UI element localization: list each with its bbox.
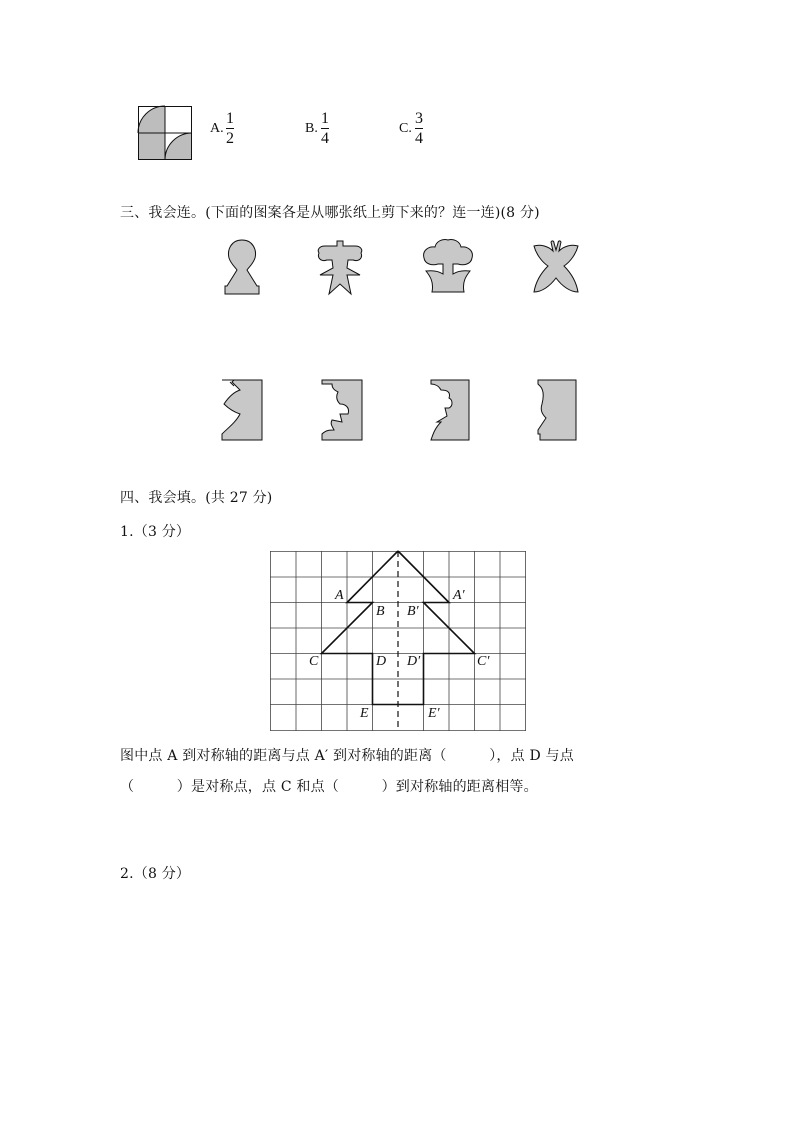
paper-tree-half xyxy=(425,378,471,442)
keyhole-shape xyxy=(222,238,262,296)
point-a-prime-label: A′ xyxy=(453,588,465,603)
option-b-fraction xyxy=(321,110,329,147)
option-a-letter: A. xyxy=(210,121,224,136)
paper-butterfly-half xyxy=(220,378,264,442)
section3-heading: 三、我会连。(下面的图案各是从哪张纸上剪下来的？连一连)(8 分) xyxy=(120,205,540,221)
tree-shape xyxy=(418,236,478,296)
section4-heading: 四、我会填。(共 27 分) xyxy=(120,490,273,506)
q2-label: 2.（8 分） xyxy=(120,866,191,882)
quarter-circle-figure xyxy=(138,106,192,160)
point-a-label: A xyxy=(335,588,344,603)
option-a-numerator: 1 xyxy=(226,110,234,127)
option-b-denominator: 4 xyxy=(321,130,329,147)
point-e-label: E xyxy=(360,706,369,721)
point-e-prime-label: E′ xyxy=(428,706,440,721)
point-d-prime-label: D′ xyxy=(407,654,421,669)
cross-star-shape xyxy=(315,238,365,296)
option-c-numerator: 3 xyxy=(415,110,423,127)
point-d-label: D xyxy=(376,654,387,669)
option-a-fraction xyxy=(226,110,234,147)
paper-cross-half xyxy=(318,378,364,442)
point-b-label: B xyxy=(376,604,385,619)
butterfly-shape xyxy=(530,238,582,296)
q1-text-line1: 图中点 A 到对称轴的距离与点 A′ 到对称轴的距离（ ），点 D 与点 xyxy=(120,748,574,764)
option-a-denominator: 2 xyxy=(226,130,234,147)
symmetry-grid-figure xyxy=(270,551,528,733)
option-c-fraction xyxy=(415,110,423,147)
point-c-prime-label: C′ xyxy=(477,654,490,669)
option-c-denominator: 4 xyxy=(415,130,423,147)
point-b-prime-label: B′ xyxy=(407,604,419,619)
point-c-label: C xyxy=(309,654,319,669)
option-b-letter: B. xyxy=(305,121,318,136)
q1-label: 1.（3 分） xyxy=(120,524,191,540)
option-c-letter: C. xyxy=(399,121,412,136)
q1-text-line2: （ ）是对称点，点 C 和点（ ）到对称轴的距离相等。 xyxy=(120,779,538,795)
paper-keyhole-half xyxy=(532,378,578,442)
option-b-numerator: 1 xyxy=(321,110,329,127)
